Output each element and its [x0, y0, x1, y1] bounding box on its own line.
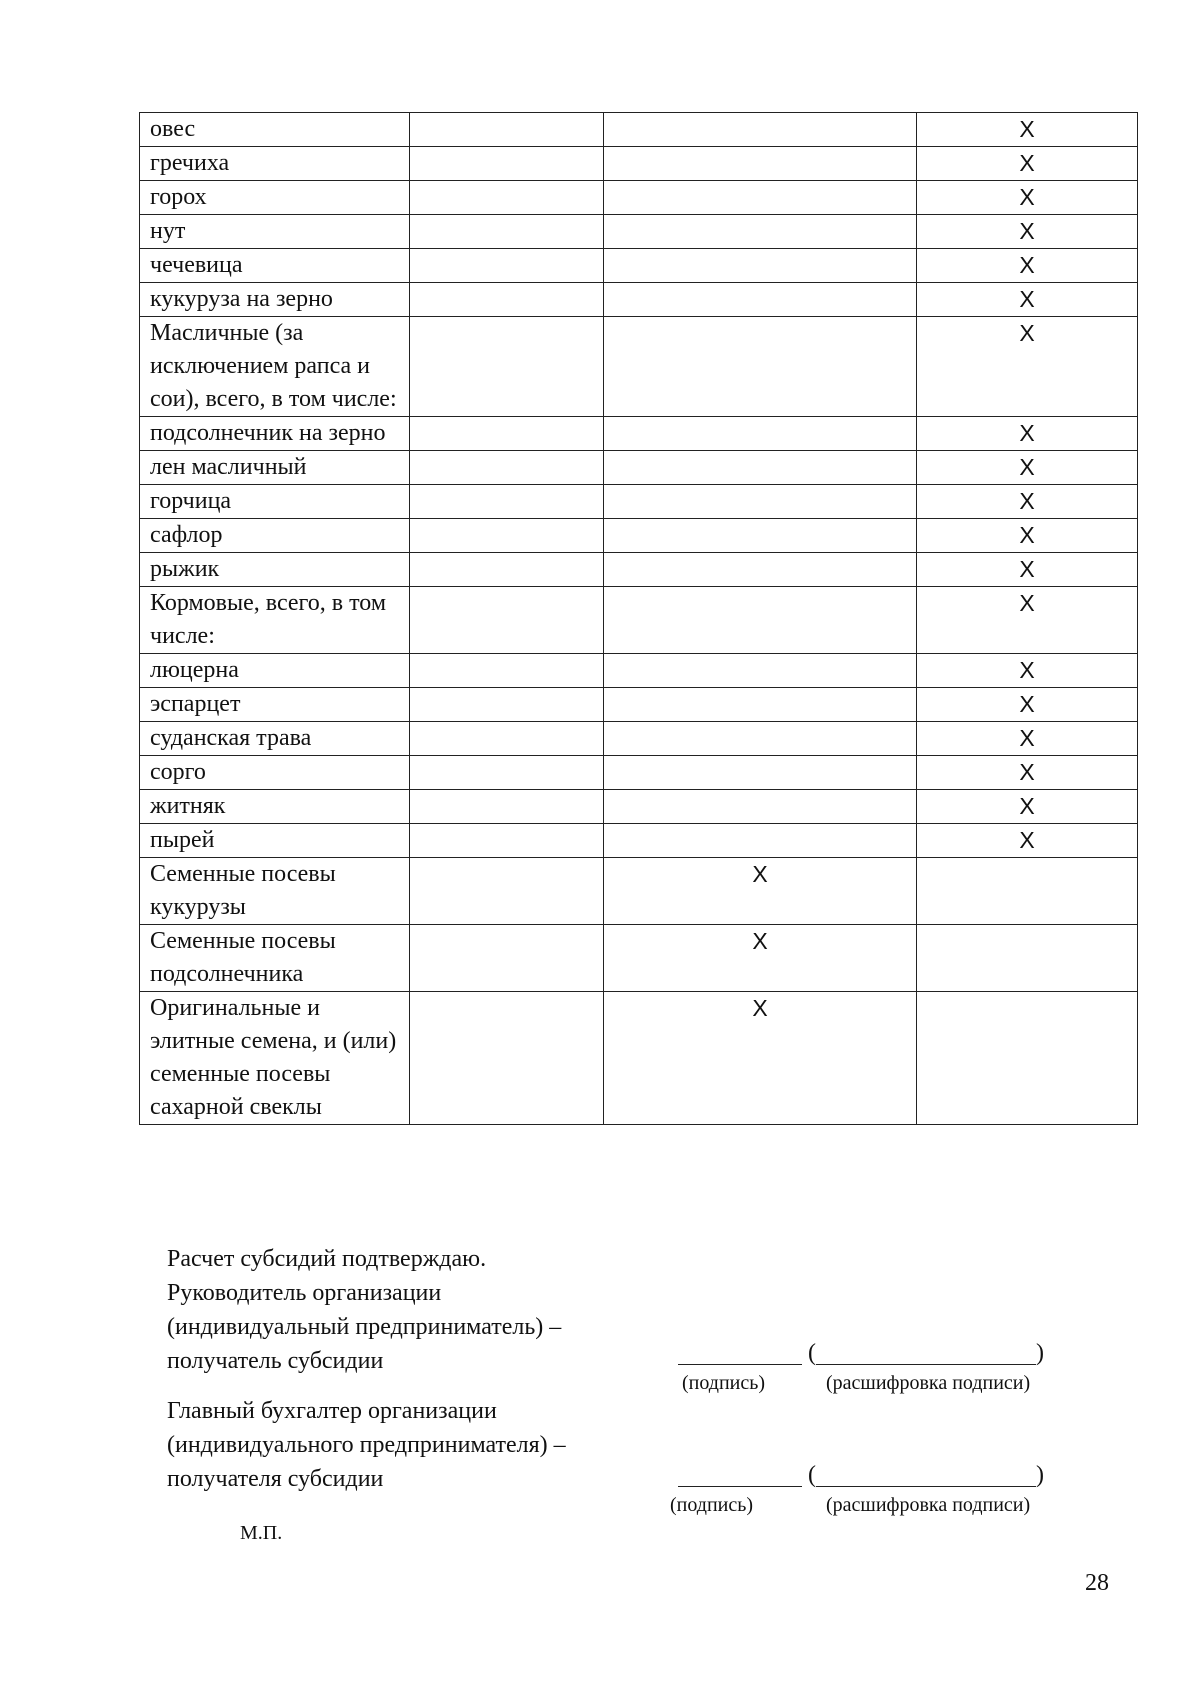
table-cell-col2 [410, 215, 604, 249]
table-cell-col3 [604, 215, 917, 249]
table-row [140, 417, 1138, 451]
table-cell-col4: X [917, 688, 1138, 722]
head-open-paren: ( [808, 1340, 816, 1366]
table-cell-col3 [604, 756, 917, 790]
table-cell-col4 [917, 858, 1138, 925]
table-cell-col3: X [604, 992, 917, 1125]
crop-name-cell: Семенные посевы подсолнечника [140, 925, 410, 992]
table-row [140, 147, 1138, 181]
table-cell-col4: X [917, 519, 1138, 553]
head-title-line3: получатель субсидии [167, 1348, 384, 1374]
table-cell-col4: X [917, 283, 1138, 317]
accountant-title-line2: (индивидуального предпринимателя) – [167, 1432, 566, 1458]
table-row [140, 688, 1138, 722]
head-title-line1: Руководитель организации [167, 1280, 442, 1306]
table-cell-col3 [604, 790, 917, 824]
table-row [140, 824, 1138, 858]
table-row [140, 992, 1138, 1125]
head-signature-caption: (подпись) [682, 1372, 766, 1394]
head-decoding-blank [816, 1340, 1036, 1365]
table-row [140, 317, 1138, 417]
table-row [140, 519, 1138, 553]
table-cell-col3: X [604, 925, 917, 992]
accountant-open-paren: ( [808, 1462, 816, 1488]
crop-name-cell: сорго [140, 756, 410, 790]
accountant-decoding-caption: (расшифровка подписи) [826, 1494, 1031, 1516]
table-cell-col3 [604, 587, 917, 654]
table-row [140, 181, 1138, 215]
crop-name-cell: Семенные посевы кукурузы [140, 858, 410, 925]
table-cell-col2 [410, 485, 604, 519]
table-row [140, 283, 1138, 317]
table-cell-col2 [410, 790, 604, 824]
table-cell-col4: X [917, 181, 1138, 215]
table-cell-col3 [604, 283, 917, 317]
table-cell-col3 [604, 113, 917, 147]
table-cell-col3 [604, 249, 917, 283]
table-row [140, 756, 1138, 790]
table-cell-col4: X [917, 147, 1138, 181]
table-cell-col4: X [917, 417, 1138, 451]
accountant-block [167, 1394, 566, 1496]
table-cell-col3 [604, 722, 917, 756]
table-row [140, 215, 1138, 249]
table-cell-col4: X [917, 249, 1138, 283]
table-cell-col2 [410, 858, 604, 925]
table-cell-col3 [604, 417, 917, 451]
table-cell-col2 [410, 756, 604, 790]
crops-table [139, 112, 1138, 1125]
crop-name-cell: Кормовые, всего, в том числе: [140, 587, 410, 654]
table-cell-col4: X [917, 215, 1138, 249]
table-cell-col3 [604, 553, 917, 587]
table-cell-col2 [410, 553, 604, 587]
table-row [140, 858, 1138, 925]
accountant-signature-caption: (подпись) [670, 1494, 754, 1516]
table-cell-col3 [604, 824, 917, 858]
table-row [140, 790, 1138, 824]
table-cell-col4 [917, 925, 1138, 992]
table-cell-col3: X [604, 858, 917, 925]
table-cell-col4: X [917, 756, 1138, 790]
crop-name-cell: эспарцет [140, 688, 410, 722]
accountant-title-line3: получателя субсидии [167, 1466, 384, 1492]
crop-name-cell: нут [140, 215, 410, 249]
accountant-signature-blank [678, 1462, 802, 1487]
table-row [140, 654, 1138, 688]
crop-name-cell: чечевица [140, 249, 410, 283]
accountant-title-line1: Главный бухгалтер организации [167, 1398, 497, 1424]
table-cell-col3 [604, 688, 917, 722]
table-cell-col4: X [917, 553, 1138, 587]
crop-name-cell: Масличные (за исключением рапса и сои), всего, в том числе: [140, 317, 410, 417]
crop-name-cell: кукуруза на зерно [140, 283, 410, 317]
crop-name-cell: Оригинальные и элитные семена, и (или) семенные посевы сахарной свеклы [140, 992, 410, 1125]
confirmation-text: Расчет субсидий подтверждаю. [167, 1246, 487, 1272]
table-cell-col4: X [917, 317, 1138, 417]
table-row [140, 485, 1138, 519]
confirmation-block [167, 1242, 561, 1378]
table-cell-col3 [604, 181, 917, 215]
table-cell-col4: X [917, 790, 1138, 824]
table-cell-col4: X [917, 654, 1138, 688]
table-cell-col2 [410, 587, 604, 654]
table-cell-col4: X [917, 824, 1138, 858]
crop-name-cell: сафлор [140, 519, 410, 553]
accountant-signature-line [678, 1462, 1044, 1487]
stamp-label: М.П. [240, 1522, 283, 1544]
table-row [140, 925, 1138, 992]
table-cell-col4: X [917, 113, 1138, 147]
table-cell-col2 [410, 654, 604, 688]
table-cell-col2 [410, 317, 604, 417]
head-signature-line [678, 1340, 1044, 1365]
table-cell-col2 [410, 417, 604, 451]
accountant-decoding-blank [816, 1462, 1036, 1487]
table-cell-col3 [604, 485, 917, 519]
table-cell-col3 [604, 519, 917, 553]
head-decoding-caption: (расшифровка подписи) [826, 1372, 1031, 1394]
table-cell-col2 [410, 451, 604, 485]
table-cell-col4: X [917, 722, 1138, 756]
table-cell-col2 [410, 688, 604, 722]
table-cell-col4: X [917, 587, 1138, 654]
page-number: 28 [1085, 1570, 1109, 1596]
table-cell-col2 [410, 283, 604, 317]
table-row [140, 553, 1138, 587]
table-cell-col4 [917, 992, 1138, 1125]
crop-name-cell: рыжик [140, 553, 410, 587]
table-row [140, 113, 1138, 147]
crop-name-cell: лен масличный [140, 451, 410, 485]
table-cell-col3 [604, 147, 917, 181]
table-cell-col2 [410, 722, 604, 756]
table-cell-col3 [604, 654, 917, 688]
table-cell-col2 [410, 147, 604, 181]
table-row [140, 249, 1138, 283]
table-cell-col4: X [917, 485, 1138, 519]
table-cell-col3 [604, 317, 917, 417]
table-cell-col2 [410, 824, 604, 858]
table-row [140, 722, 1138, 756]
crop-name-cell: житняк [140, 790, 410, 824]
crop-name-cell: люцерна [140, 654, 410, 688]
table-cell-col3 [604, 451, 917, 485]
table-cell-col2 [410, 181, 604, 215]
head-close-paren: ) [1036, 1340, 1044, 1366]
crop-name-cell: пырей [140, 824, 410, 858]
crop-name-cell: горчица [140, 485, 410, 519]
table-cell-col2 [410, 113, 604, 147]
table-cell-col2 [410, 992, 604, 1125]
crop-name-cell: овес [140, 113, 410, 147]
crop-name-cell: подсолнечник на зерно [140, 417, 410, 451]
crop-name-cell: суданская трава [140, 722, 410, 756]
table-cell-col2 [410, 519, 604, 553]
crop-name-cell: гречиха [140, 147, 410, 181]
head-signature-blank [678, 1340, 802, 1365]
crop-name-cell: горох [140, 181, 410, 215]
crops-table-body [140, 113, 1138, 1125]
table-row [140, 587, 1138, 654]
table-cell-col4: X [917, 451, 1138, 485]
table-cell-col2 [410, 249, 604, 283]
table-cell-col2 [410, 925, 604, 992]
head-title-line2: (индивидуальный предприниматель) – [167, 1314, 562, 1340]
accountant-close-paren: ) [1036, 1462, 1044, 1488]
table-row [140, 451, 1138, 485]
